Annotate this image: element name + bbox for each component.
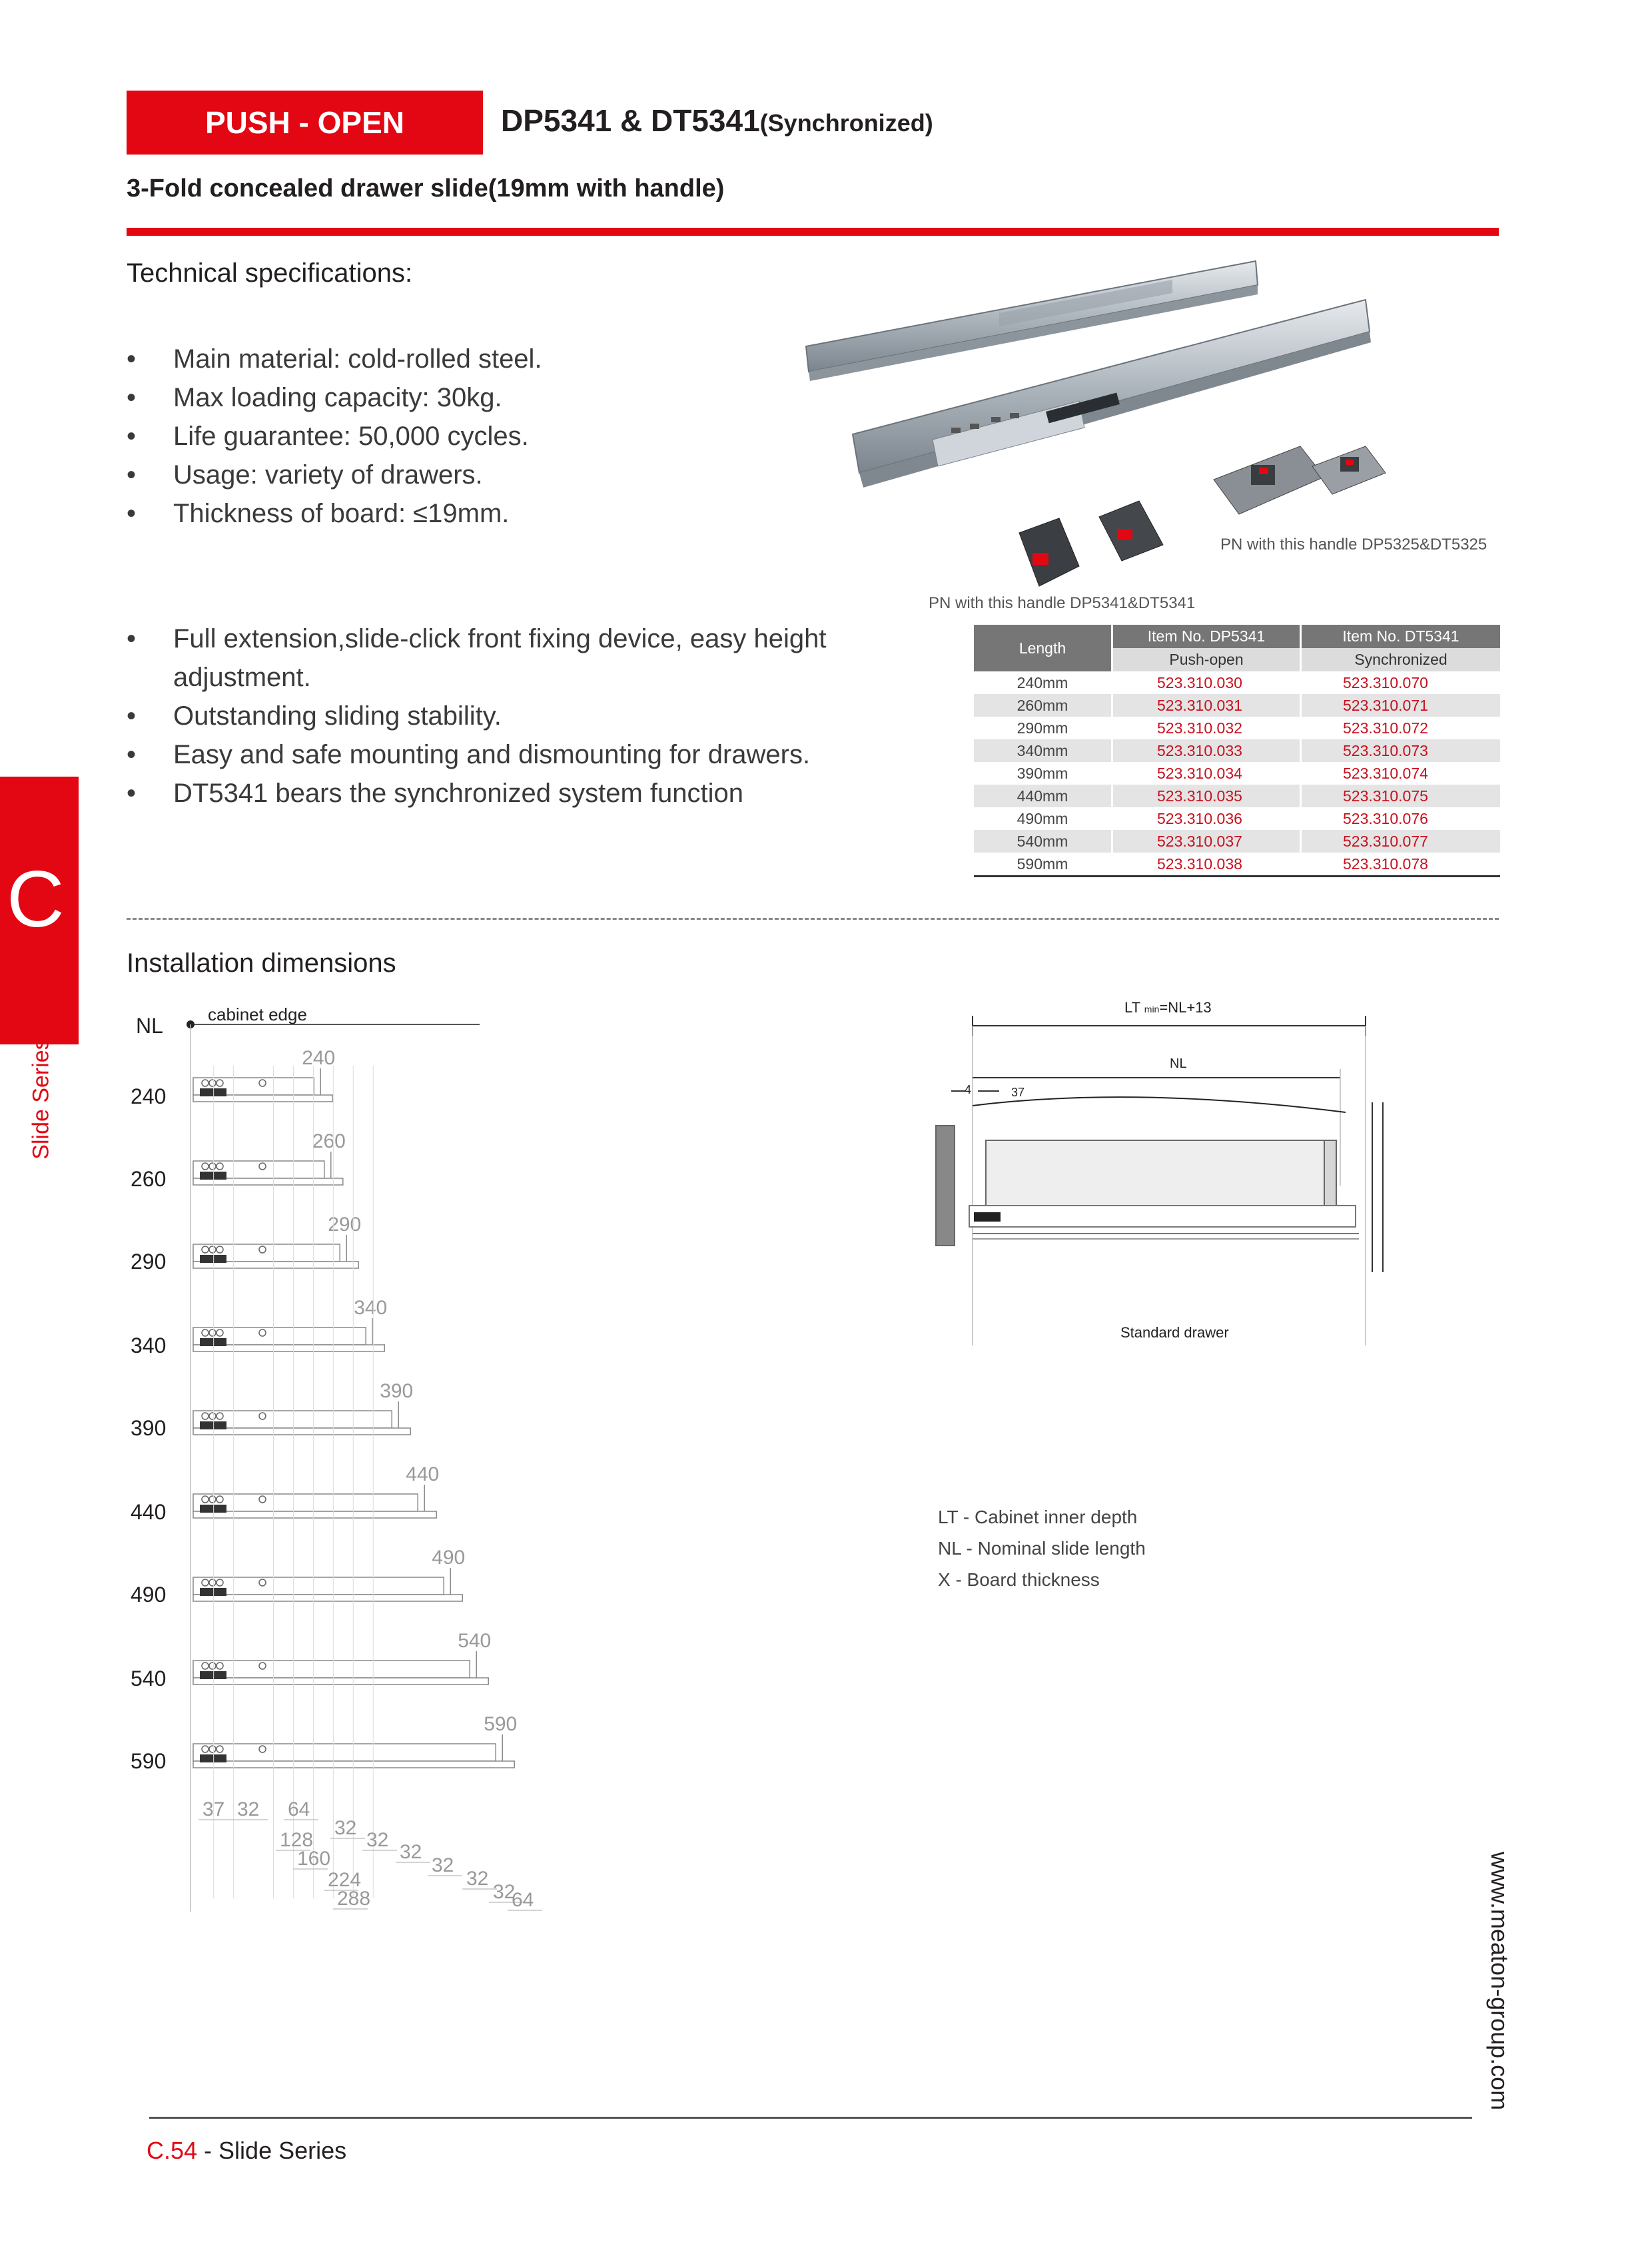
- dp-item-cell: 523.310.030: [1112, 671, 1301, 694]
- dimension-value: 37: [203, 1798, 225, 1820]
- dt-item-cell: 523.310.073: [1301, 739, 1501, 762]
- dimension-value: 32: [466, 1868, 489, 1890]
- table-row: [974, 830, 1500, 853]
- legend-item: LT - Cabinet inner depth: [938, 1507, 1138, 1527]
- section-series-label: Slide Series: [28, 1038, 54, 1160]
- dimension-value: 128: [280, 1829, 314, 1851]
- col-dp-header: Item No. DP5341: [1112, 625, 1301, 648]
- spec-item: • Life guarantee: 50,000 cycles.: [127, 417, 859, 456]
- dimension-value: 64: [512, 1889, 534, 1911]
- length-cell: 590mm: [974, 853, 1112, 877]
- drawer-dim-4: 4: [965, 1083, 972, 1096]
- col-dp-subheader: Push-open: [1112, 648, 1301, 671]
- spec-list-1: [127, 340, 859, 533]
- length-cell: 440mm: [974, 785, 1112, 807]
- footer-label: Slide Series: [218, 2137, 347, 2164]
- row-length-label: 240: [131, 1084, 167, 1108]
- dt-item-cell: 523.310.076: [1301, 807, 1501, 830]
- slide-length-label: 440: [406, 1463, 440, 1485]
- footer-separator: -: [197, 2137, 219, 2164]
- section-letter: C: [7, 855, 65, 944]
- row-length-label: 290: [131, 1250, 167, 1274]
- dt-item-cell: 523.310.078: [1301, 853, 1501, 877]
- spec-item: • Thickness of board: ≤19mm.: [127, 494, 859, 533]
- dt-item-cell: 523.310.077: [1301, 830, 1501, 853]
- lt-formula: [1124, 999, 1212, 1016]
- product-photo: [799, 253, 1505, 613]
- lt-subscript: min: [1144, 1004, 1160, 1014]
- row-length-label: 390: [131, 1416, 167, 1440]
- slide-drawing: [193, 1152, 343, 1185]
- model-name: DP5341 & DT5341: [501, 103, 760, 138]
- website-url: www.meaton-group.com: [1486, 1852, 1513, 2111]
- table-row: [974, 694, 1500, 717]
- row-length-label: 340: [131, 1333, 167, 1357]
- install-heading: Installation dimensions: [127, 948, 396, 978]
- col-dt-header: Item No. DT5341: [1301, 625, 1501, 648]
- slide-length-label: 290: [328, 1214, 362, 1236]
- dimension-value: 288: [337, 1888, 371, 1910]
- slide-drawing: [193, 1401, 410, 1435]
- slide-drawing: [193, 1734, 514, 1768]
- length-cell: 340mm: [974, 739, 1112, 762]
- slide-length-label: 260: [312, 1130, 346, 1152]
- dimension-value: 160: [297, 1848, 331, 1870]
- footer: [147, 2137, 346, 2165]
- model-title: [501, 103, 933, 139]
- spec-item: • Easy and safe mounting and dismounting for drawers.: [127, 735, 879, 774]
- section-divider: [127, 918, 1499, 920]
- col-dt-subheader: Synchronized: [1301, 648, 1501, 671]
- caption-handle-5341: PN with this handle DP5341&DT5341: [929, 594, 1196, 612]
- spec-item: • Main material: cold-rolled steel.: [127, 340, 859, 378]
- table-row: [974, 717, 1500, 739]
- dt-item-cell: 523.310.072: [1301, 717, 1501, 739]
- table-row: [974, 671, 1500, 694]
- row-length-label: 590: [131, 1749, 167, 1773]
- model-suffix: (Synchronized): [759, 109, 933, 137]
- installation-diagram: [180, 1006, 846, 1925]
- dp-item-cell: 523.310.034: [1112, 762, 1301, 785]
- category-tag: PUSH - OPEN: [127, 91, 483, 155]
- length-cell: 490mm: [1017, 809, 1068, 827]
- length-cell: 390mm: [1017, 764, 1068, 782]
- cabinet-edge-label: cabinet edge: [208, 1004, 307, 1024]
- dt-item-cell: 523.310.074: [1301, 762, 1501, 785]
- table-row: [974, 739, 1500, 762]
- dp-item-cell: 523.310.035: [1112, 785, 1301, 807]
- handle-dp5341: [1019, 501, 1163, 586]
- dp-item-cell: 523.310.033: [1112, 739, 1301, 762]
- table-row: [974, 762, 1500, 785]
- item-number-table: [974, 625, 1500, 877]
- lt-formula-text: =NL+13: [1159, 999, 1212, 1016]
- row-length-label: 490: [131, 1583, 167, 1607]
- dp-item-cell: 523.310.037: [1112, 830, 1301, 853]
- dimension-value: 224: [328, 1869, 362, 1891]
- dimension-value: 32: [493, 1881, 516, 1903]
- legend-item: X - Board thickness: [938, 1569, 1100, 1590]
- dimension-value: 32: [334, 1817, 357, 1839]
- table-row: [974, 807, 1500, 830]
- slide-drawing: [193, 1318, 384, 1351]
- dp-item-cell: 523.310.031: [1112, 694, 1301, 717]
- dimension-value: 64: [288, 1798, 310, 1820]
- row-length-label: 260: [131, 1167, 167, 1191]
- dt-item-cell: 523.310.070: [1301, 671, 1501, 694]
- row-length-label: 540: [131, 1667, 167, 1690]
- nl-label: NL: [136, 1014, 163, 1038]
- dp-item-cell: 523.310.038: [1112, 853, 1301, 877]
- slide-length-label: 540: [458, 1630, 492, 1652]
- dimension-value: 32: [400, 1841, 422, 1863]
- drawer-nl-label: NL: [1170, 1056, 1187, 1071]
- slide-length-label: 390: [380, 1380, 414, 1402]
- drawer-caption: Standard drawer: [1120, 1324, 1229, 1341]
- page-number: C.54: [147, 2137, 198, 2164]
- drawer-slide: [969, 1206, 1356, 1227]
- slide-drawing: [193, 1235, 358, 1268]
- legend-item: NL - Nominal slide length: [938, 1538, 1146, 1559]
- dp-item-cell: 523.310.036: [1112, 807, 1301, 830]
- col-length-header: Length: [974, 625, 1112, 671]
- length-cell: 260mm: [974, 694, 1112, 717]
- spec-item: • Outstanding sliding stability.: [127, 697, 879, 735]
- slide-length-label: 240: [302, 1047, 336, 1069]
- slide-length-label: 490: [432, 1547, 466, 1569]
- slide-length-label: 340: [354, 1297, 388, 1319]
- specs-heading: Technical specifications:: [127, 258, 413, 288]
- drawer-diagram: [933, 986, 1412, 1345]
- length-cell: 540mm: [974, 830, 1112, 853]
- table-row: [974, 853, 1500, 877]
- footer-rule: [149, 2117, 1472, 2119]
- header-rule: [127, 228, 1499, 236]
- dimension-value: 32: [432, 1854, 454, 1876]
- drawer-front: [936, 1126, 955, 1246]
- table-row: [974, 785, 1500, 807]
- drawer-dim-37: 37: [1011, 1086, 1025, 1099]
- product-subtitle: 3-Fold concealed drawer slide(19mm with handle): [127, 175, 725, 202]
- spec-item: • Usage: variety of drawers.: [127, 456, 859, 494]
- dimension-legend: [938, 1501, 1146, 1595]
- slide-drawing: [193, 1651, 488, 1684]
- spec-list-2: [127, 619, 879, 813]
- handle-dp5325: [1214, 446, 1386, 514]
- spec-item: • Max loading capacity: 30kg.: [127, 378, 859, 417]
- spec-item: • Full extension,slide-click front fixing device, easy height adjustment.: [127, 619, 879, 697]
- dimension-value: 32: [366, 1829, 389, 1851]
- caption-handle-5325: PN with this handle DP5325&DT5325: [1220, 536, 1487, 554]
- slide-length-label: 590: [484, 1713, 518, 1735]
- length-cell: 240mm: [1017, 673, 1068, 691]
- row-length-label: 440: [131, 1500, 167, 1524]
- dt-item-cell: 523.310.075: [1301, 785, 1501, 807]
- lt-symbol: LT: [1124, 999, 1140, 1016]
- dimension-value: 32: [237, 1798, 260, 1820]
- slide-drawing: [193, 1068, 332, 1102]
- slide-drawing: [193, 1485, 436, 1518]
- spec-item: • DT5341 bears the synchronized system function: [127, 774, 879, 813]
- dt-item-cell: 523.310.071: [1301, 694, 1501, 717]
- dp-item-cell: 523.310.032: [1112, 717, 1301, 739]
- length-cell: 290mm: [1017, 719, 1068, 737]
